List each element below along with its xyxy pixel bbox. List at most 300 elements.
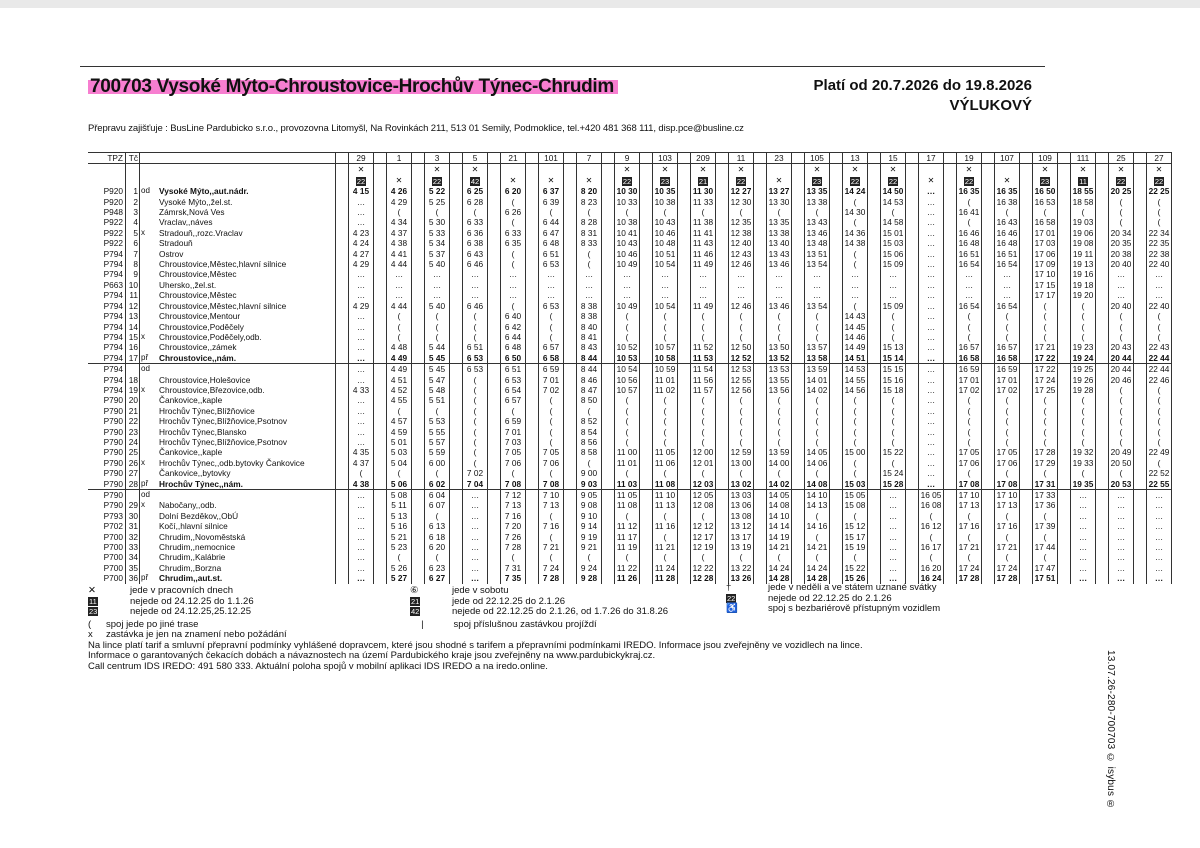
departure-time: …	[349, 511, 374, 521]
departure-time: 12 27	[729, 186, 754, 196]
legend-key	[410, 607, 452, 618]
departure-time: …	[1147, 280, 1172, 290]
spacer-cell	[336, 573, 349, 583]
spacer-cell	[944, 249, 957, 259]
spacer-cell	[982, 395, 995, 405]
spacer-cell	[1020, 521, 1033, 531]
departure-time: 16 54	[957, 259, 982, 269]
departure-time: 5 04	[387, 458, 412, 468]
spacer-cell	[716, 153, 729, 164]
stop-number: 10	[126, 280, 140, 290]
departure-time: 5 22	[425, 186, 450, 196]
spacer-cell	[1096, 332, 1109, 342]
spacer-cell	[830, 238, 843, 248]
legend-key: ♿	[726, 603, 738, 615]
spacer-cell	[716, 290, 729, 300]
spacer-cell	[526, 521, 539, 531]
spacer-cell	[1058, 301, 1071, 311]
spacer-cell	[792, 311, 805, 321]
departure-time: (	[1109, 217, 1134, 227]
spacer-cell	[868, 197, 881, 207]
departure-time: (	[653, 532, 678, 542]
departure-time: (	[881, 207, 906, 217]
spacer-cell	[906, 542, 919, 552]
spacer-cell	[906, 280, 919, 290]
departure-time: (	[425, 322, 450, 332]
stop-row	[88, 500, 1172, 510]
spacer-cell	[944, 416, 957, 426]
stop-name: Chrudim,,nemocnice	[158, 542, 336, 552]
stop-marker	[140, 197, 159, 207]
departure-time: …	[805, 290, 830, 300]
spacer-cell	[982, 228, 995, 238]
legend-text: nejede od 22.12.25 do 2.1.26, od 1.7.26 do 31.8.26	[452, 606, 669, 618]
departure-time: (	[767, 311, 792, 321]
spacer-cell	[678, 364, 691, 375]
departure-time: …	[919, 468, 944, 478]
spacer-cell	[1096, 342, 1109, 352]
legend-col-2	[410, 586, 668, 618]
spacer-cell	[792, 322, 805, 332]
spacer-cell	[944, 322, 957, 332]
spacer-cell	[1096, 500, 1109, 510]
departure-time: …	[1109, 490, 1134, 501]
departure-time: …	[501, 280, 526, 290]
departure-time: (	[349, 468, 374, 478]
spacer-cell	[754, 164, 767, 186]
spacer-cell	[374, 249, 387, 259]
spacer-cell	[906, 249, 919, 259]
departure-time: (	[881, 395, 906, 405]
departure-time: 11 00	[615, 447, 640, 457]
spacer-cell	[640, 186, 653, 196]
departure-time: (	[843, 437, 868, 447]
departure-time: 8 28	[577, 217, 602, 227]
spacer-cell	[564, 479, 577, 490]
departure-time: 7 01	[539, 375, 564, 385]
spacer-cell	[906, 217, 919, 227]
spacer-cell	[982, 385, 995, 395]
spacer-cell	[488, 322, 501, 332]
spacer-cell	[640, 228, 653, 238]
departure-time: 14 02	[805, 385, 830, 395]
workday-icon: ✕	[547, 175, 555, 185]
departure-time: 16 58	[1033, 217, 1058, 227]
spacer-cell	[830, 197, 843, 207]
workday-icon: ✕	[1003, 175, 1011, 185]
spacer-cell	[944, 563, 957, 573]
departure-time: (	[691, 395, 716, 405]
departure-time: …	[349, 364, 374, 375]
departure-time: 11 46	[691, 249, 716, 259]
departure-time: …	[843, 280, 868, 290]
departure-time: 19 25	[1071, 364, 1096, 375]
trip-symbol-cell	[805, 164, 830, 186]
spacer-cell	[944, 552, 957, 562]
departure-time: (	[691, 311, 716, 321]
departure-time: (	[1033, 552, 1058, 562]
departure-time: 6 44	[501, 332, 526, 342]
spacer-cell	[564, 521, 577, 531]
spacer-cell	[1096, 290, 1109, 300]
route-name: Vysoké Mýto-Chroustovice-Hrochův Týnec-Chrudim	[156, 76, 614, 97]
departure-time: 6 00	[425, 458, 450, 468]
spacer-cell	[564, 217, 577, 227]
departure-time: (	[957, 468, 982, 478]
departure-time: 4 15	[349, 186, 374, 196]
stop-marker	[140, 238, 159, 248]
spacer-cell	[716, 249, 729, 259]
spacer-cell	[1020, 342, 1033, 352]
departure-time: 4 37	[349, 458, 374, 468]
restriction-badge: 22	[356, 176, 366, 186]
spacer-cell	[374, 573, 387, 583]
note-row-route: ( spoj jede po jiné trase | spoj příslušnou zastávkou projíždí	[88, 619, 597, 630]
spacer-cell	[450, 468, 463, 478]
legend-text: jede v pracovních dnech	[130, 585, 233, 596]
stop-name: Chroustovice,Městec,hlavní silnice	[158, 301, 336, 311]
spacer-cell	[906, 197, 919, 207]
spacer-cell	[754, 353, 767, 364]
spacer-cell	[1020, 153, 1033, 164]
spacer-cell	[754, 395, 767, 405]
departure-time: (	[805, 322, 830, 332]
departure-time: 18 58	[1071, 197, 1096, 207]
stop-name: Chroustovice,Poděčely,odb.	[158, 332, 336, 342]
spacer-cell	[1134, 290, 1147, 300]
departure-time: …	[349, 311, 374, 321]
departure-time: …	[349, 500, 374, 510]
stop-number: 32	[126, 532, 140, 542]
stop-marker	[140, 437, 159, 447]
departure-time: …	[919, 249, 944, 259]
departure-time: 9 00	[577, 468, 602, 478]
departure-time: (	[957, 511, 982, 521]
departure-time: 5 27	[387, 573, 412, 583]
departure-time: 17 10	[957, 490, 982, 501]
spacer-cell	[336, 364, 349, 375]
spacer-cell	[1096, 447, 1109, 457]
spacer-cell	[982, 153, 995, 164]
departure-time: 7 20	[501, 521, 526, 531]
departure-time: 6 35	[501, 238, 526, 248]
spacer-cell	[526, 217, 539, 227]
stop-name: Vysoké Mýto,,aut.nádr.	[158, 186, 336, 196]
spacer-cell	[640, 259, 653, 269]
spacer-cell	[868, 207, 881, 217]
spacer-cell	[678, 353, 691, 364]
departure-time: 6 23	[425, 563, 450, 573]
departure-time: 6 42	[501, 322, 526, 332]
departure-time: (	[881, 406, 906, 416]
departure-time: …	[691, 290, 716, 300]
departure-time: (	[767, 416, 792, 426]
departure-time: (	[729, 395, 754, 405]
departure-time: …	[349, 406, 374, 416]
spacer-cell	[678, 207, 691, 217]
spacer-cell	[640, 416, 653, 426]
trip-number: 209	[691, 153, 716, 164]
spacer-cell	[602, 238, 615, 248]
stop-tpz: P794	[103, 259, 123, 270]
spacer-cell	[526, 490, 539, 501]
spacer-cell	[412, 447, 425, 457]
departure-time: 16 51	[995, 249, 1020, 259]
spacer-cell	[1020, 532, 1033, 542]
departure-time: (	[1033, 311, 1058, 321]
departure-time: 17 47	[1033, 563, 1058, 573]
spacer-cell	[792, 186, 805, 196]
spacer-cell	[336, 437, 349, 447]
departure-time: 16 48	[995, 238, 1020, 248]
spacer-cell	[412, 468, 425, 478]
workday-icon: ✕	[661, 165, 669, 175]
departure-time: 17 02	[995, 385, 1020, 395]
departure-time: (	[805, 437, 830, 447]
departure-time: 5 11	[387, 500, 412, 510]
spacer-cell	[336, 395, 349, 405]
departure-time: 11 57	[691, 385, 716, 395]
workday-icon: ✕	[889, 165, 897, 175]
departure-time: 11 10	[653, 490, 678, 501]
spacer-cell	[944, 385, 957, 395]
departure-time: (	[501, 249, 526, 259]
departure-time: (	[805, 395, 830, 405]
departure-time: (	[957, 197, 982, 207]
spacer-cell	[564, 573, 577, 583]
spacer-cell	[868, 311, 881, 321]
spacer-cell	[450, 573, 463, 583]
spacer-cell	[488, 573, 501, 583]
spacer-cell	[1134, 322, 1147, 332]
departure-time: 7 24	[539, 563, 564, 573]
spacer-cell	[374, 458, 387, 468]
stop-number: 21	[126, 406, 140, 416]
stop-tpz: P794	[103, 331, 123, 342]
stop-name: Hrochův Týnec,Blansko	[158, 427, 336, 437]
spacer-cell	[450, 164, 463, 186]
spacer-cell	[1134, 375, 1147, 385]
departure-time: 7 01	[501, 427, 526, 437]
stop-marker	[140, 290, 159, 300]
spacer-cell	[526, 500, 539, 510]
departure-time: 22 43	[1147, 342, 1172, 352]
spacer-cell	[792, 511, 805, 521]
departure-time: …	[881, 500, 906, 510]
departure-time: 6 20	[425, 542, 450, 552]
spacer-cell	[1058, 342, 1071, 352]
departure-time: 20 50	[1109, 458, 1134, 468]
spacer-cell	[906, 259, 919, 269]
spacer-cell	[868, 416, 881, 426]
departure-time: 11 49	[691, 259, 716, 269]
spacer-cell	[336, 259, 349, 269]
restriction-badge: 22	[1154, 176, 1164, 186]
workday-icon: ✕	[623, 165, 631, 175]
departure-time: 11 12	[615, 521, 640, 531]
spacer-cell	[754, 322, 767, 332]
spacer-cell	[678, 197, 691, 207]
spacer-cell	[1020, 542, 1033, 552]
workday-icon: ✕	[699, 165, 707, 175]
departure-time: 12 08	[691, 500, 716, 510]
spacer-cell	[374, 290, 387, 300]
stop-marker	[140, 280, 159, 290]
departure-time: (	[463, 311, 488, 321]
spacer-cell	[754, 427, 767, 437]
spacer-cell	[982, 406, 995, 416]
departure-time: 4 23	[349, 228, 374, 238]
stop-number: 3	[126, 207, 140, 217]
departure-time: (	[1147, 437, 1172, 447]
spacer-cell	[868, 353, 881, 364]
stop-name: Hrochův Týnec,Blížňovice,Psotnov	[158, 437, 336, 447]
spacer-cell	[412, 521, 425, 531]
departure-time: 11 49	[691, 301, 716, 311]
spacer-cell	[1058, 207, 1071, 217]
departure-time: …	[957, 290, 982, 300]
departure-time: (	[995, 207, 1020, 217]
spacer-cell	[412, 207, 425, 217]
spacer-cell	[488, 290, 501, 300]
spacer-cell	[564, 542, 577, 552]
departure-time: 14 21	[767, 542, 792, 552]
spacer-cell	[906, 311, 919, 321]
spacer-cell	[1058, 280, 1071, 290]
spacer-cell	[1134, 332, 1147, 342]
document-code: 13.07.26-280-700703 © isybus ®	[1105, 650, 1116, 811]
departure-time: 22 55	[1147, 479, 1172, 490]
spacer-cell	[526, 364, 539, 375]
spacer-cell	[982, 269, 995, 279]
departure-time: 13 27	[767, 186, 792, 196]
spacer-cell	[526, 280, 539, 290]
stop-number: 26	[126, 458, 140, 468]
spacer-cell	[1096, 406, 1109, 416]
departure-time: (	[1071, 468, 1096, 478]
spacer-cell	[374, 511, 387, 521]
departure-time: 17 33	[1033, 490, 1058, 501]
spacer-cell	[640, 311, 653, 321]
spacer-cell	[906, 468, 919, 478]
stop-number: 4	[126, 217, 140, 227]
spacer-cell	[982, 342, 995, 352]
spacer-cell	[792, 332, 805, 342]
departure-time: …	[463, 521, 488, 531]
spacer-cell	[1020, 511, 1033, 521]
departure-time: 8 56	[577, 437, 602, 447]
header-title	[88, 76, 618, 98]
departure-time: …	[1071, 511, 1096, 521]
departure-time: …	[843, 290, 868, 300]
stop-number: 9	[126, 269, 140, 279]
spacer-cell	[488, 364, 501, 375]
spacer-cell	[336, 511, 349, 521]
spacer-cell	[754, 186, 767, 196]
spacer-cell	[1020, 437, 1033, 447]
spacer-cell	[678, 249, 691, 259]
spacer-cell	[488, 217, 501, 227]
departure-time: (	[577, 406, 602, 416]
stop-number: 19	[126, 385, 140, 395]
spacer-cell	[1096, 197, 1109, 207]
spacer-cell	[526, 269, 539, 279]
stop-row	[88, 573, 1172, 583]
spacer-cell	[374, 153, 387, 164]
departure-time: 5 25	[425, 197, 450, 207]
departure-time: (	[463, 447, 488, 457]
spacer-cell	[678, 490, 691, 501]
departure-time: …	[349, 342, 374, 352]
departure-time: 22 25	[1147, 186, 1172, 196]
departure-time: 14 50	[881, 186, 906, 196]
spacer-cell	[1020, 164, 1033, 186]
departure-time: (	[1109, 311, 1134, 321]
departure-time: …	[1147, 532, 1172, 542]
spacer-cell	[906, 269, 919, 279]
spacer-cell	[868, 511, 881, 521]
departure-time: 10 38	[615, 217, 640, 227]
stop-tpz: P922	[103, 238, 123, 249]
spacer-cell	[336, 406, 349, 416]
departure-time: 15 14	[881, 353, 906, 364]
spacer-cell	[640, 342, 653, 352]
spacer-cell	[564, 364, 577, 375]
stop-marker	[140, 342, 159, 352]
spacer-cell	[1020, 385, 1033, 395]
spacer-cell	[678, 342, 691, 352]
departure-time: (	[501, 406, 526, 416]
departure-time: …	[919, 479, 944, 490]
stop-marker	[140, 375, 159, 385]
spacer-cell	[754, 217, 767, 227]
legend-badge: 21	[411, 596, 420, 606]
spacer-cell	[1020, 228, 1033, 238]
departure-time: 15 08	[843, 500, 868, 510]
stop-name: Hrochův Týnec,,nám.	[158, 479, 336, 490]
departure-time: (	[1109, 468, 1134, 478]
departure-time: 14 43	[843, 311, 868, 321]
spacer-cell	[944, 458, 957, 468]
legend-badge: 23	[89, 607, 98, 617]
departure-time: (	[615, 511, 640, 521]
trip-symbol-cell	[539, 164, 564, 186]
spacer-cell	[488, 228, 501, 238]
spacer-cell	[1134, 301, 1147, 311]
departure-time: …	[349, 375, 374, 385]
spacer-cell	[716, 500, 729, 510]
spacer-cell	[944, 521, 957, 531]
spacer-cell	[830, 447, 843, 457]
spacer-cell	[944, 342, 957, 352]
legend-key: †	[726, 582, 732, 593]
departure-time: (	[729, 427, 754, 437]
spacer-cell	[982, 490, 995, 501]
departure-time: 16 58	[957, 353, 982, 364]
spacer-cell	[716, 479, 729, 490]
spacer-cell	[602, 511, 615, 521]
spacer-cell	[906, 458, 919, 468]
spacer-cell	[488, 521, 501, 531]
spacer-cell	[906, 437, 919, 447]
stop-marker: př	[141, 573, 149, 583]
spacer-cell	[678, 153, 691, 164]
departure-time: (	[1109, 207, 1134, 217]
stop-tpz: P922	[103, 217, 123, 228]
spacer-cell	[602, 458, 615, 468]
stop-number: 30	[126, 511, 140, 521]
departure-time: …	[349, 395, 374, 405]
